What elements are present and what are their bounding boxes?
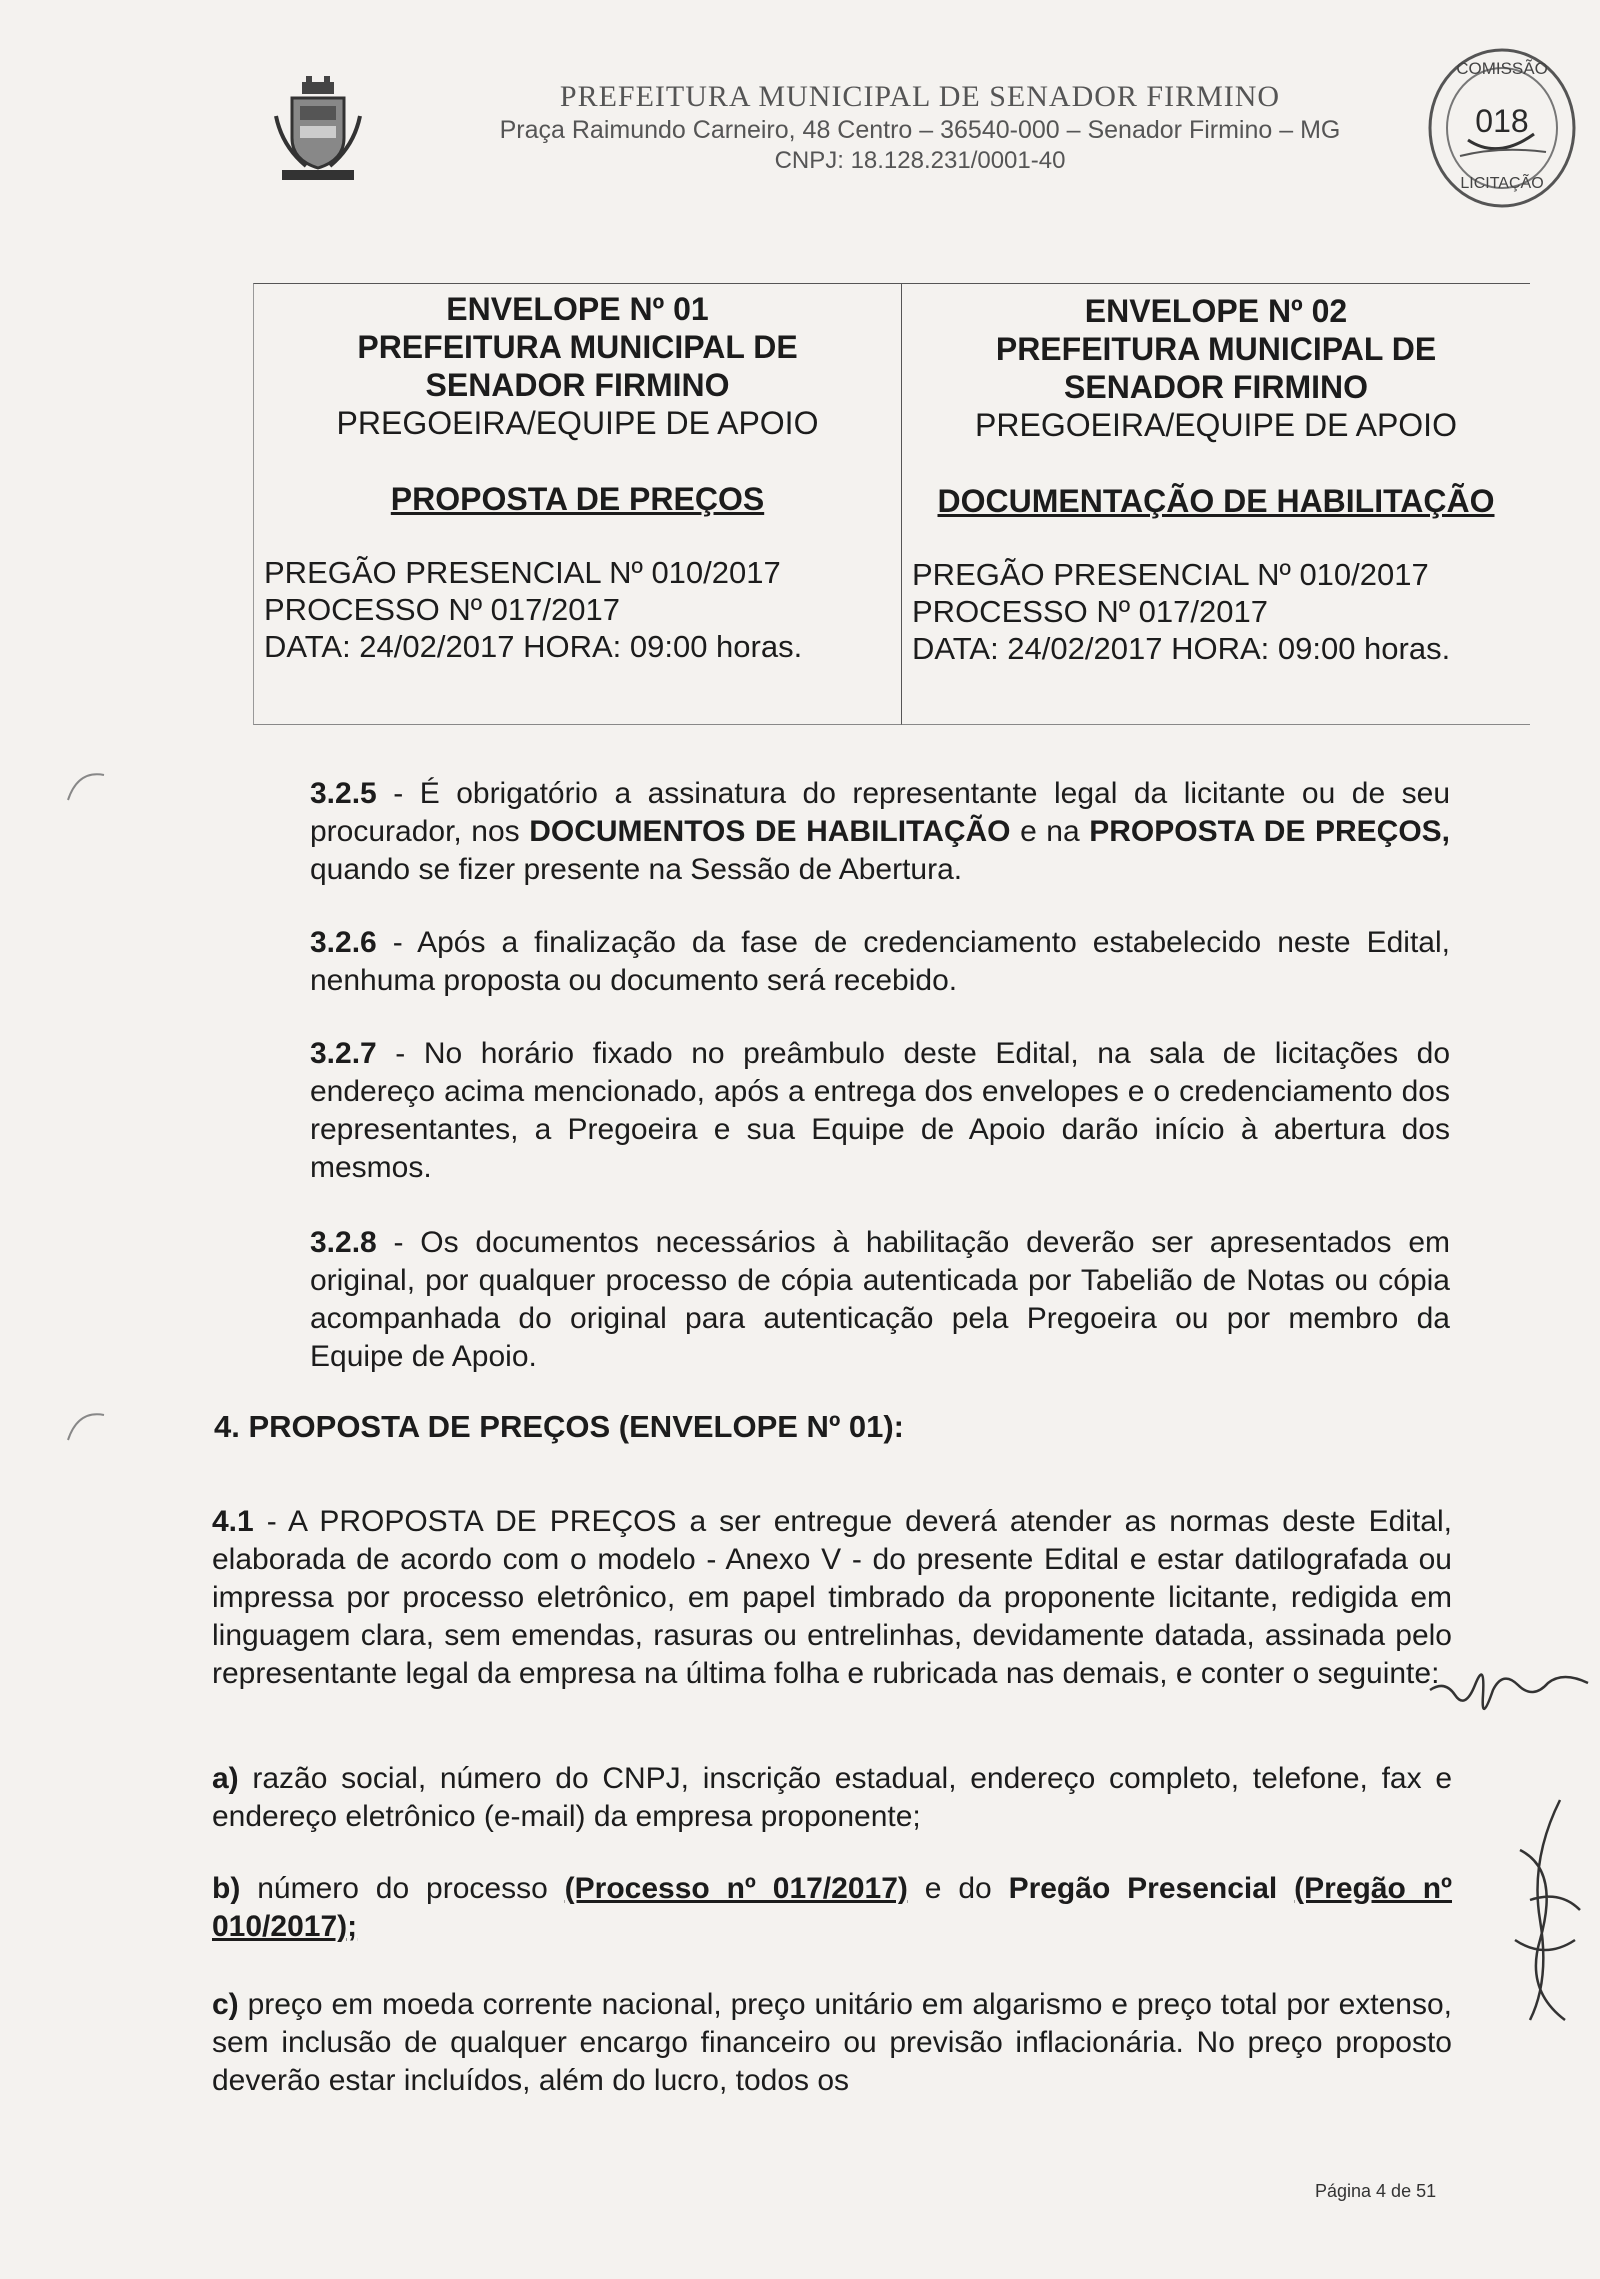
envelope-org-line2: SENADOR FIRMINO: [1064, 369, 1368, 405]
envelope-box-1: [253, 283, 902, 725]
clause-text: quando se fizer presente na Sessão de Abertura.: [310, 853, 963, 886]
item-label: b): [212, 1872, 241, 1905]
clause-text: - É obrigatório a assinatura do representante legal da licitante ou de seu procurador, nos: [310, 777, 1450, 848]
paragraph-3-2-6: [310, 924, 1450, 1000]
item-text: e do: [907, 1872, 1009, 1905]
clause-text: - Os documentos necessários à habilitação deverão ser apresentados em original, por qualquer processo de cópia autenticada por Tabelião de Notas ou cópia acompanhada do original para autenticação pela Pregoeira ou por membro da Equipe de Apoio.: [310, 1226, 1450, 1373]
envelope-subject: PROPOSTA DE PREÇOS: [390, 481, 765, 517]
stamp-bottom-text: LICITAÇÃO: [1460, 175, 1544, 192]
item-emphasis: Pregão Presencial: [1008, 1872, 1278, 1905]
section-heading: 4. PROPOSTA DE PREÇOS (ENVELOPE Nº 01):: [214, 1409, 905, 1444]
item-a: [212, 1760, 1452, 1836]
letterhead: [440, 80, 1400, 175]
paragraph-3-2-7: [310, 1035, 1450, 1187]
envelope-details: [902, 556, 1530, 667]
clause-emphasis: DOCUMENTOS DE HABILITAÇÃO: [529, 815, 1011, 848]
punch-hole-mark: [60, 760, 110, 810]
commission-stamp: [1420, 28, 1580, 218]
envelope-org-line1: PREFEITURA MUNICIPAL DE: [357, 329, 798, 365]
item-b: [212, 1870, 1452, 1946]
envelope-processo: PROCESSO Nº 017/2017: [264, 592, 620, 627]
handwritten-signature: [1500, 1790, 1590, 2030]
item-text: [1277, 1872, 1294, 1905]
letterhead-title: PREFEITURA MUNICIPAL DE SENADOR FIRMINO: [559, 80, 1281, 113]
envelope-date: DATA: 24/02/2017 HORA: 09:00 horas.: [264, 629, 803, 664]
handwritten-initials: [1420, 1650, 1600, 1730]
envelope-box-2: [902, 283, 1530, 725]
envelope-org-line1: PREFEITURA MUNICIPAL DE: [995, 331, 1437, 367]
item-text: razão social, número do CNPJ, inscrição estadual, endereço completo, telefone, fax e endereço eletrônico (e-mail) da empresa proponente;: [212, 1762, 1452, 1833]
clause-text: - No horário fixado no preâmbulo deste Edital, na sala de licitações do endereço acima mencionado, após a entrega dos envelopes e o credenciamento dos representantes, a Pregoeira e sua Equipe de Apoio darão início à abertura dos mesmos.: [310, 1037, 1450, 1184]
item-label: a): [212, 1762, 239, 1795]
paragraph-3-2-5: [310, 775, 1450, 889]
clause-emphasis: PROPOSTA DE PREÇOS,: [1089, 815, 1451, 848]
stamp-top-text: COMISSÃO: [1456, 59, 1548, 78]
envelope-org-line2: SENADOR FIRMINO: [425, 367, 730, 403]
punch-hole-mark: [60, 1400, 110, 1450]
paragraph-3-2-8: [310, 1224, 1450, 1376]
stamp-number: 018: [1475, 103, 1529, 139]
item-emphasis: (Pregão nº 010/2017);: [212, 1872, 1452, 1943]
item-text: número do processo: [240, 1872, 565, 1905]
envelope-details: [254, 554, 901, 665]
envelope-date: DATA: 24/02/2017 HORA: 09:00 horas.: [912, 631, 1451, 666]
envelope-subject: DOCUMENTAÇÃO DE HABILITAÇÃO: [937, 483, 1495, 519]
item-c: [212, 1986, 1452, 2100]
envelope-team: PREGOEIRA/EQUIPE DE APOIO: [975, 407, 1457, 443]
clause-text: - A PROPOSTA DE PREÇOS a ser entregue deverá atender as normas deste Edital, elaborada de acordo com o modelo - Anexo V - do presente Edital e estar datilografada ou impressa por processo eletrônico, em papel timbrado da proponente licitante, redigida em linguagem clara, sem emendas, rasuras ou entrelinhas, devidamente datada, assinada pelo representante legal da empresa na última folha e rubricada nas demais, e conter o seguinte:: [212, 1505, 1452, 1690]
coat-of-arms-icon: [272, 76, 364, 186]
envelope-pregao: PREGÃO PRESENCIAL Nº 010/2017: [912, 557, 1429, 592]
letterhead-cnpj: CNPJ: 18.128.231/0001-40: [774, 147, 1066, 174]
envelope-processo: PROCESSO Nº 017/2017: [912, 594, 1268, 629]
paragraph-4-1: [212, 1503, 1452, 1693]
envelope-team: PREGOEIRA/EQUIPE DE APOIO: [336, 405, 819, 441]
item-text: preço em moeda corrente nacional, preço unitário em algarismo e preço total por extenso, sem inclusão de qualquer encargo financeiro ou previsão inflacionária. No preço proposto deverão estar incluídos, além do lucro, todos os: [212, 1988, 1452, 2097]
clause-text: e na: [1010, 815, 1090, 848]
clause-number: 3.2.7: [310, 1037, 377, 1070]
item-label: c): [212, 1988, 239, 2021]
item-emphasis: (Processo nº 017/2017): [564, 1872, 908, 1905]
envelope-pregao: PREGÃO PRESENCIAL Nº 010/2017: [264, 555, 781, 590]
envelope-title: ENVELOPE Nº 02: [1084, 293, 1348, 329]
clause-number: 3.2.6: [310, 926, 377, 959]
clause-text: - Após a finalização da fase de credenciamento estabelecido neste Edital, nenhuma proposta ou documento será recebido.: [310, 926, 1450, 997]
clause-number: 3.2.5: [310, 777, 377, 810]
clause-number: 3.2.8: [310, 1226, 377, 1259]
clause-number: 4.1: [212, 1505, 254, 1538]
letterhead-address: Praça Raimundo Carneiro, 48 Centro – 36540-000 – Senador Firmino – MG: [499, 116, 1341, 144]
envelope-title: ENVELOPE Nº 01: [446, 291, 709, 327]
page-number: Página 4 de 51: [1315, 2181, 1437, 2201]
